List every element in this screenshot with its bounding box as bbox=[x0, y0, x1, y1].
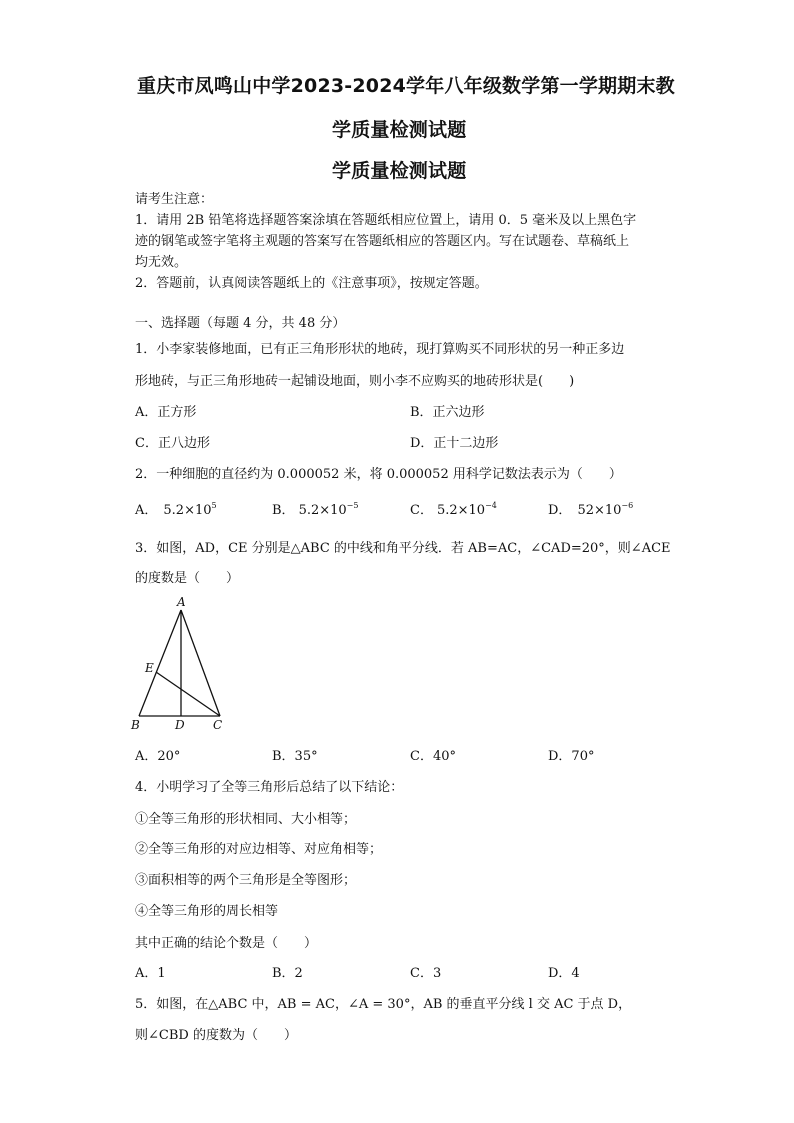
option-math: 5.2×10 bbox=[163, 503, 212, 518]
q3-option-d: D．70° bbox=[548, 749, 595, 764]
notice-line: 迹的钢笔或签字笔将主观题的答案写在答题纸相应的答题区内。写在试题卷、草稿纸上 bbox=[135, 234, 630, 249]
page-subtitle: 学质量检测试题 bbox=[332, 160, 467, 182]
q1-option-a: A．正方形 bbox=[135, 405, 197, 420]
q3-option-c: C．40° bbox=[410, 749, 456, 764]
q2-option-a bbox=[135, 499, 217, 518]
q4-statement-4: ④全等三角形的周长相等 bbox=[135, 904, 279, 919]
q4-option-c: C．3 bbox=[410, 966, 442, 981]
q4-statement-2: ②全等三角形的对应边相等、对应角相等； bbox=[135, 842, 383, 857]
notice-line: 1．请用 2B 铅笔将选择题答案涂填在答题纸相应位置上，请用 0．5 毫米及以上黑色字 bbox=[135, 213, 637, 228]
vertex-label-c: C bbox=[213, 718, 223, 732]
q4-option-b: B．2 bbox=[272, 966, 303, 981]
q3-option-b: B．35° bbox=[272, 749, 318, 764]
notice-heading: 请考生注意： bbox=[135, 192, 214, 207]
page-title-continued: 学质量检测试题 bbox=[332, 119, 467, 141]
option-math: 5.2×10 bbox=[298, 503, 347, 518]
option-label: A． bbox=[135, 503, 158, 518]
option-exponent: 5 bbox=[211, 501, 217, 510]
segment-ce bbox=[156, 672, 220, 716]
option-exponent: −4 bbox=[485, 501, 497, 510]
question-1-stem-continued: 形地砖，与正三角形地砖一起铺设地面，则小李不应购买的地砖形状是( ) bbox=[135, 374, 575, 389]
q1-option-c: C．正八边形 bbox=[135, 436, 210, 451]
notice-line: 2．答题前，认真阅读答题纸上的《注意事项》，按规定答题。 bbox=[135, 276, 488, 291]
question-1-stem: 1．小李家装修地面，已有正三角形形状的地砖，现打算购买不同形状的另一种正多边 bbox=[135, 342, 625, 357]
triangle-figure bbox=[128, 592, 238, 734]
q2-option-c bbox=[410, 499, 497, 518]
question-4-stem: 4．小明学习了全等三角形后总结了以下结论： bbox=[135, 780, 404, 795]
question-5-stem: 5．如图，在△ABC 中，AB = AC，∠A = 30°，AB 的垂直平分线 l 交 AC 于点 D， bbox=[135, 997, 632, 1012]
q4-option-d: D．4 bbox=[548, 966, 580, 981]
option-math: 5.2×10 bbox=[436, 503, 486, 518]
q2-option-d bbox=[548, 499, 633, 518]
notice-line: 均无效。 bbox=[135, 255, 188, 270]
option-exponent: −5 bbox=[346, 501, 359, 510]
vertex-label-a: A bbox=[177, 595, 186, 609]
option-label: D． bbox=[548, 503, 572, 518]
question-5-stem-continued: 则∠CBD 的度数为（ ） bbox=[135, 1028, 297, 1043]
q4-statement-3: ③面积相等的两个三角形是全等图形； bbox=[135, 873, 357, 888]
q4-question: 其中正确的结论个数是（ ） bbox=[135, 936, 318, 951]
q2-option-b bbox=[272, 499, 358, 518]
question-3-stem: 3．如图，AD，CE 分别是△ABC 的中线和角平分线．若 AB=AC，∠CAD=20°，则∠ACE bbox=[135, 541, 671, 556]
q4-option-a: A．1 bbox=[135, 966, 166, 981]
option-math: 52×10 bbox=[577, 503, 622, 518]
q3-option-a: A．20° bbox=[135, 749, 181, 764]
section-heading: 一、选择题（每题 4 分，共 48 分） bbox=[135, 316, 346, 331]
option-label: B． bbox=[272, 503, 295, 518]
page-title: 重庆市凤鸣山中学2023-2024学年八年级数学第一学期期末教 bbox=[137, 75, 675, 97]
point-label-e: E bbox=[145, 661, 154, 675]
q1-option-b: B．正六边形 bbox=[410, 405, 485, 420]
question-2-stem: 2．一种细胞的直径约为 0.000052 米，将 0.000052 用科学记数法表示为（ ） bbox=[135, 467, 622, 482]
q4-statement-1: ①全等三角形的形状相同、大小相等； bbox=[135, 812, 357, 827]
vertex-label-b: B bbox=[131, 718, 140, 732]
segment-ac bbox=[181, 610, 220, 716]
option-label: C． bbox=[410, 503, 433, 518]
q1-option-d: D．正十二边形 bbox=[410, 436, 499, 451]
option-exponent: −6 bbox=[621, 501, 634, 510]
point-label-d: D bbox=[175, 718, 185, 732]
question-3-stem-continued: 的度数是（ ） bbox=[135, 571, 240, 586]
